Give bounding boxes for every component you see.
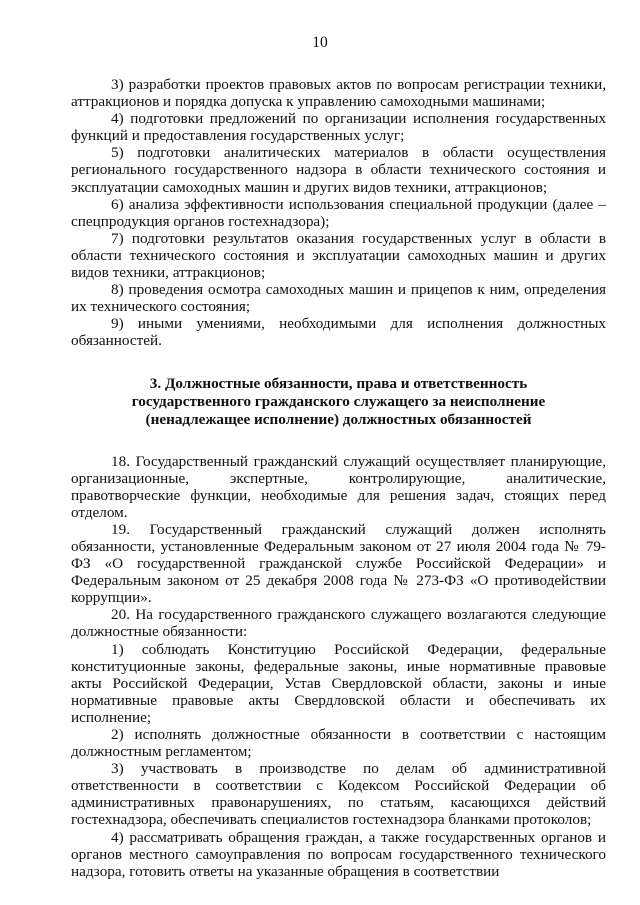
section-heading-line-1: 3. Должностные обязанности, права и ответственность bbox=[149, 374, 528, 392]
duty-item-1: 1) соблюдать Конституцию Российской Федерации, федеральные конституционные законы, федеральные законы, иные нормативные правовые акты Российской Федерации, Устав Свердловской области, законы и иные нормативные правовые акты Свердловской области и обеспечивать их исполнение; bbox=[71, 640, 606, 726]
skills-list bbox=[71, 76, 606, 350]
section-heading-line-3: (ненадлежащее исполнение) должностных обязанностей bbox=[145, 410, 532, 428]
section-body bbox=[71, 453, 606, 880]
paragraph-18: 18. Государственный гражданский служащий осуществляет планирующие, организационные, экспертные, контролирующие, аналитические, правотворческие функции, необходимые для решения задач, стоящих перед отделом. bbox=[71, 452, 606, 521]
skill-item-4: 4) подготовки предложений по организации исполнения государственных функций и предоставления государственных услуг; bbox=[71, 110, 606, 145]
paragraph-19: 19. Государственный гражданский служащий должен исполнять обязанности, установленные Федеральным законом от 27 июля 2004 года № 79-ФЗ «О государственной гражданской службе Российской Федерации» и Федеральным законом от 25 декабря 2008 года № 273-ФЗ «О противодействии коррупции». bbox=[71, 520, 606, 607]
section-heading-line-2: государственного гражданского служащего за неисполнение bbox=[131, 392, 546, 410]
document-body bbox=[71, 76, 606, 880]
skill-item-8: 8) проведения осмотра самоходных машин и прицепов к ним, определения их технического состояния; bbox=[71, 281, 606, 316]
skill-item-6: 6) анализа эффективности использования специальной продукции (далее – спецпродукция органов гостехнадзора); bbox=[71, 195, 606, 230]
section-heading bbox=[71, 375, 606, 429]
duty-item-2: 2) исполнять должностные обязанности в соответствии с настоящим должностным регламентом; bbox=[71, 726, 606, 761]
duty-item-3: 3) участвовать в производстве по делам об административной ответственности в соответствии с Кодексом Российской Федерации об административных правонарушениях, по статьям, касающихся действий гостехнадзора, обеспечивать специалистов гостехнадзора бланками протоколов; bbox=[71, 760, 606, 829]
paragraph-20: 20. На государственного гражданского служащего возлагаются следующие должностные обязанности: bbox=[71, 606, 606, 641]
page-number: 10 bbox=[312, 34, 328, 51]
duty-item-4: 4) рассматривать обращения граждан, а также государственных органов и органов местного самоуправления по вопросам государственного технического надзора, готовить ответы на указанные обращения в соответствии bbox=[71, 828, 606, 880]
skill-item-3: 3) разработки проектов правовых актов по вопросам регистрации техники, аттракционов и порядка допуска к управлению самоходными машинами; bbox=[71, 76, 606, 111]
skill-item-9: 9) иными умениями, необходимыми для исполнения должностных обязанностей. bbox=[71, 315, 606, 350]
skill-item-5: 5) подготовки аналитических материалов в области осуществления регионального государственного надзора в области технического состояния и эксплуатации самоходных машин и других видов техники, аттракционов; bbox=[71, 144, 606, 196]
skill-item-7: 7) подготовки результатов оказания государственных услуг в области в области технического состояния и эксплуатации самоходных машин и других видов техники, аттракционов; bbox=[71, 229, 606, 282]
